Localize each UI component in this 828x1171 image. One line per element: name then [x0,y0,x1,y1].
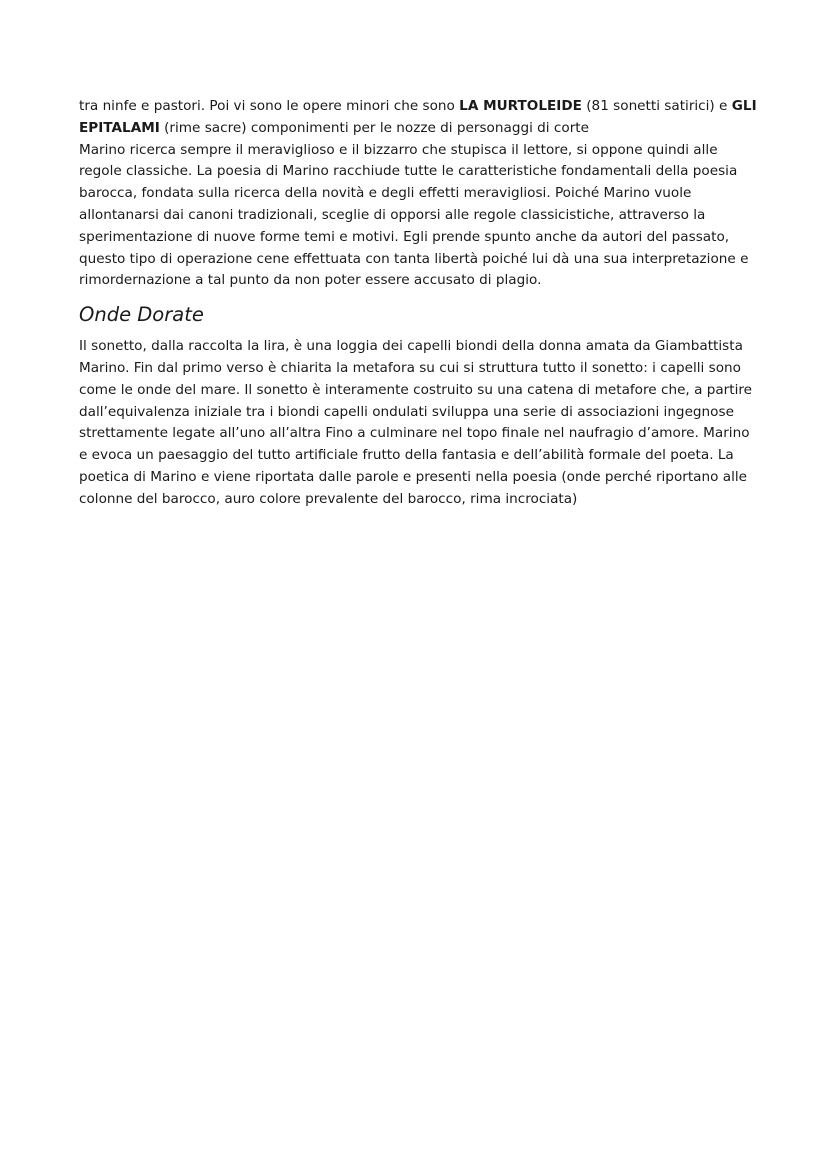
paragraph-1-text-b: (81 sonetti satirici) e [581,98,732,114]
paragraph-minor-works [79,96,759,140]
paragraph-marino-poetics: Marino ricerca sempre il meraviglioso e il bizzarro che stupisca il lettore, si oppone quindi alle regole classiche. La poesia di Marino racchiude tutte le caratteristiche fondamentali della poesia barocca, fondata sulla ricerca della novità e degli effetti meravigliosi. Poiché Marino vuole allontanarsi dai canoni tradizionali, sceglie di opporsi alle regole classicistiche, attraverso la sperimentazione di nuove forme temi e motivi. Egli prende spunto anche da autori del passato, questo tipo di operazione cene effettuata con tanta libertà poiché lui dà una sua interpretazione e rimordernazione a tal punto da non poter essere accusato di plagio. [79,141,749,289]
title-la-murtoleide: LA MURTOLEIDE [459,98,582,114]
title-gli-epitalami: GLI EPITALAMI [79,98,757,136]
paragraph-1-text-c: (rime sacre) componimenti per le nozze di personaggi di corte [159,119,589,136]
document-page [79,96,759,511]
section-heading: Onde Dorate [79,303,204,327]
paragraph-onde-dorate: Il sonetto, dalla raccolta la lira, è una loggia dei capelli biondi della donna amata da Giambattista Marino. Fin dal primo verso è chiarita la metafora su cui si struttura tutto il sonetto: i capelli sono come le onde del mare. Il sonetto è interamente costruito su una catena di metafore che, a partire dall’equivalenza iniziale tra i biondi capelli ondulati sviluppa una serie di associazioni ingegnose strettamente legate all’uno all’altra Fino a culminare nel topo finale nel naufragio d’amore. Marino e evoca un paesaggio del tutto artificiale frutto della fantasia e dell’abilità formale del poeta. La poetica di Marino e viene riportata dalle parole e presenti nella poesia (onde perché riportano alle colonne del barocco, auro colore prevalente del barocco, rima incrociata) [79,338,753,507]
paragraph-1-text-a: tra ninfe e pastori. Poi vi sono le opere minori che sono [79,98,460,114]
